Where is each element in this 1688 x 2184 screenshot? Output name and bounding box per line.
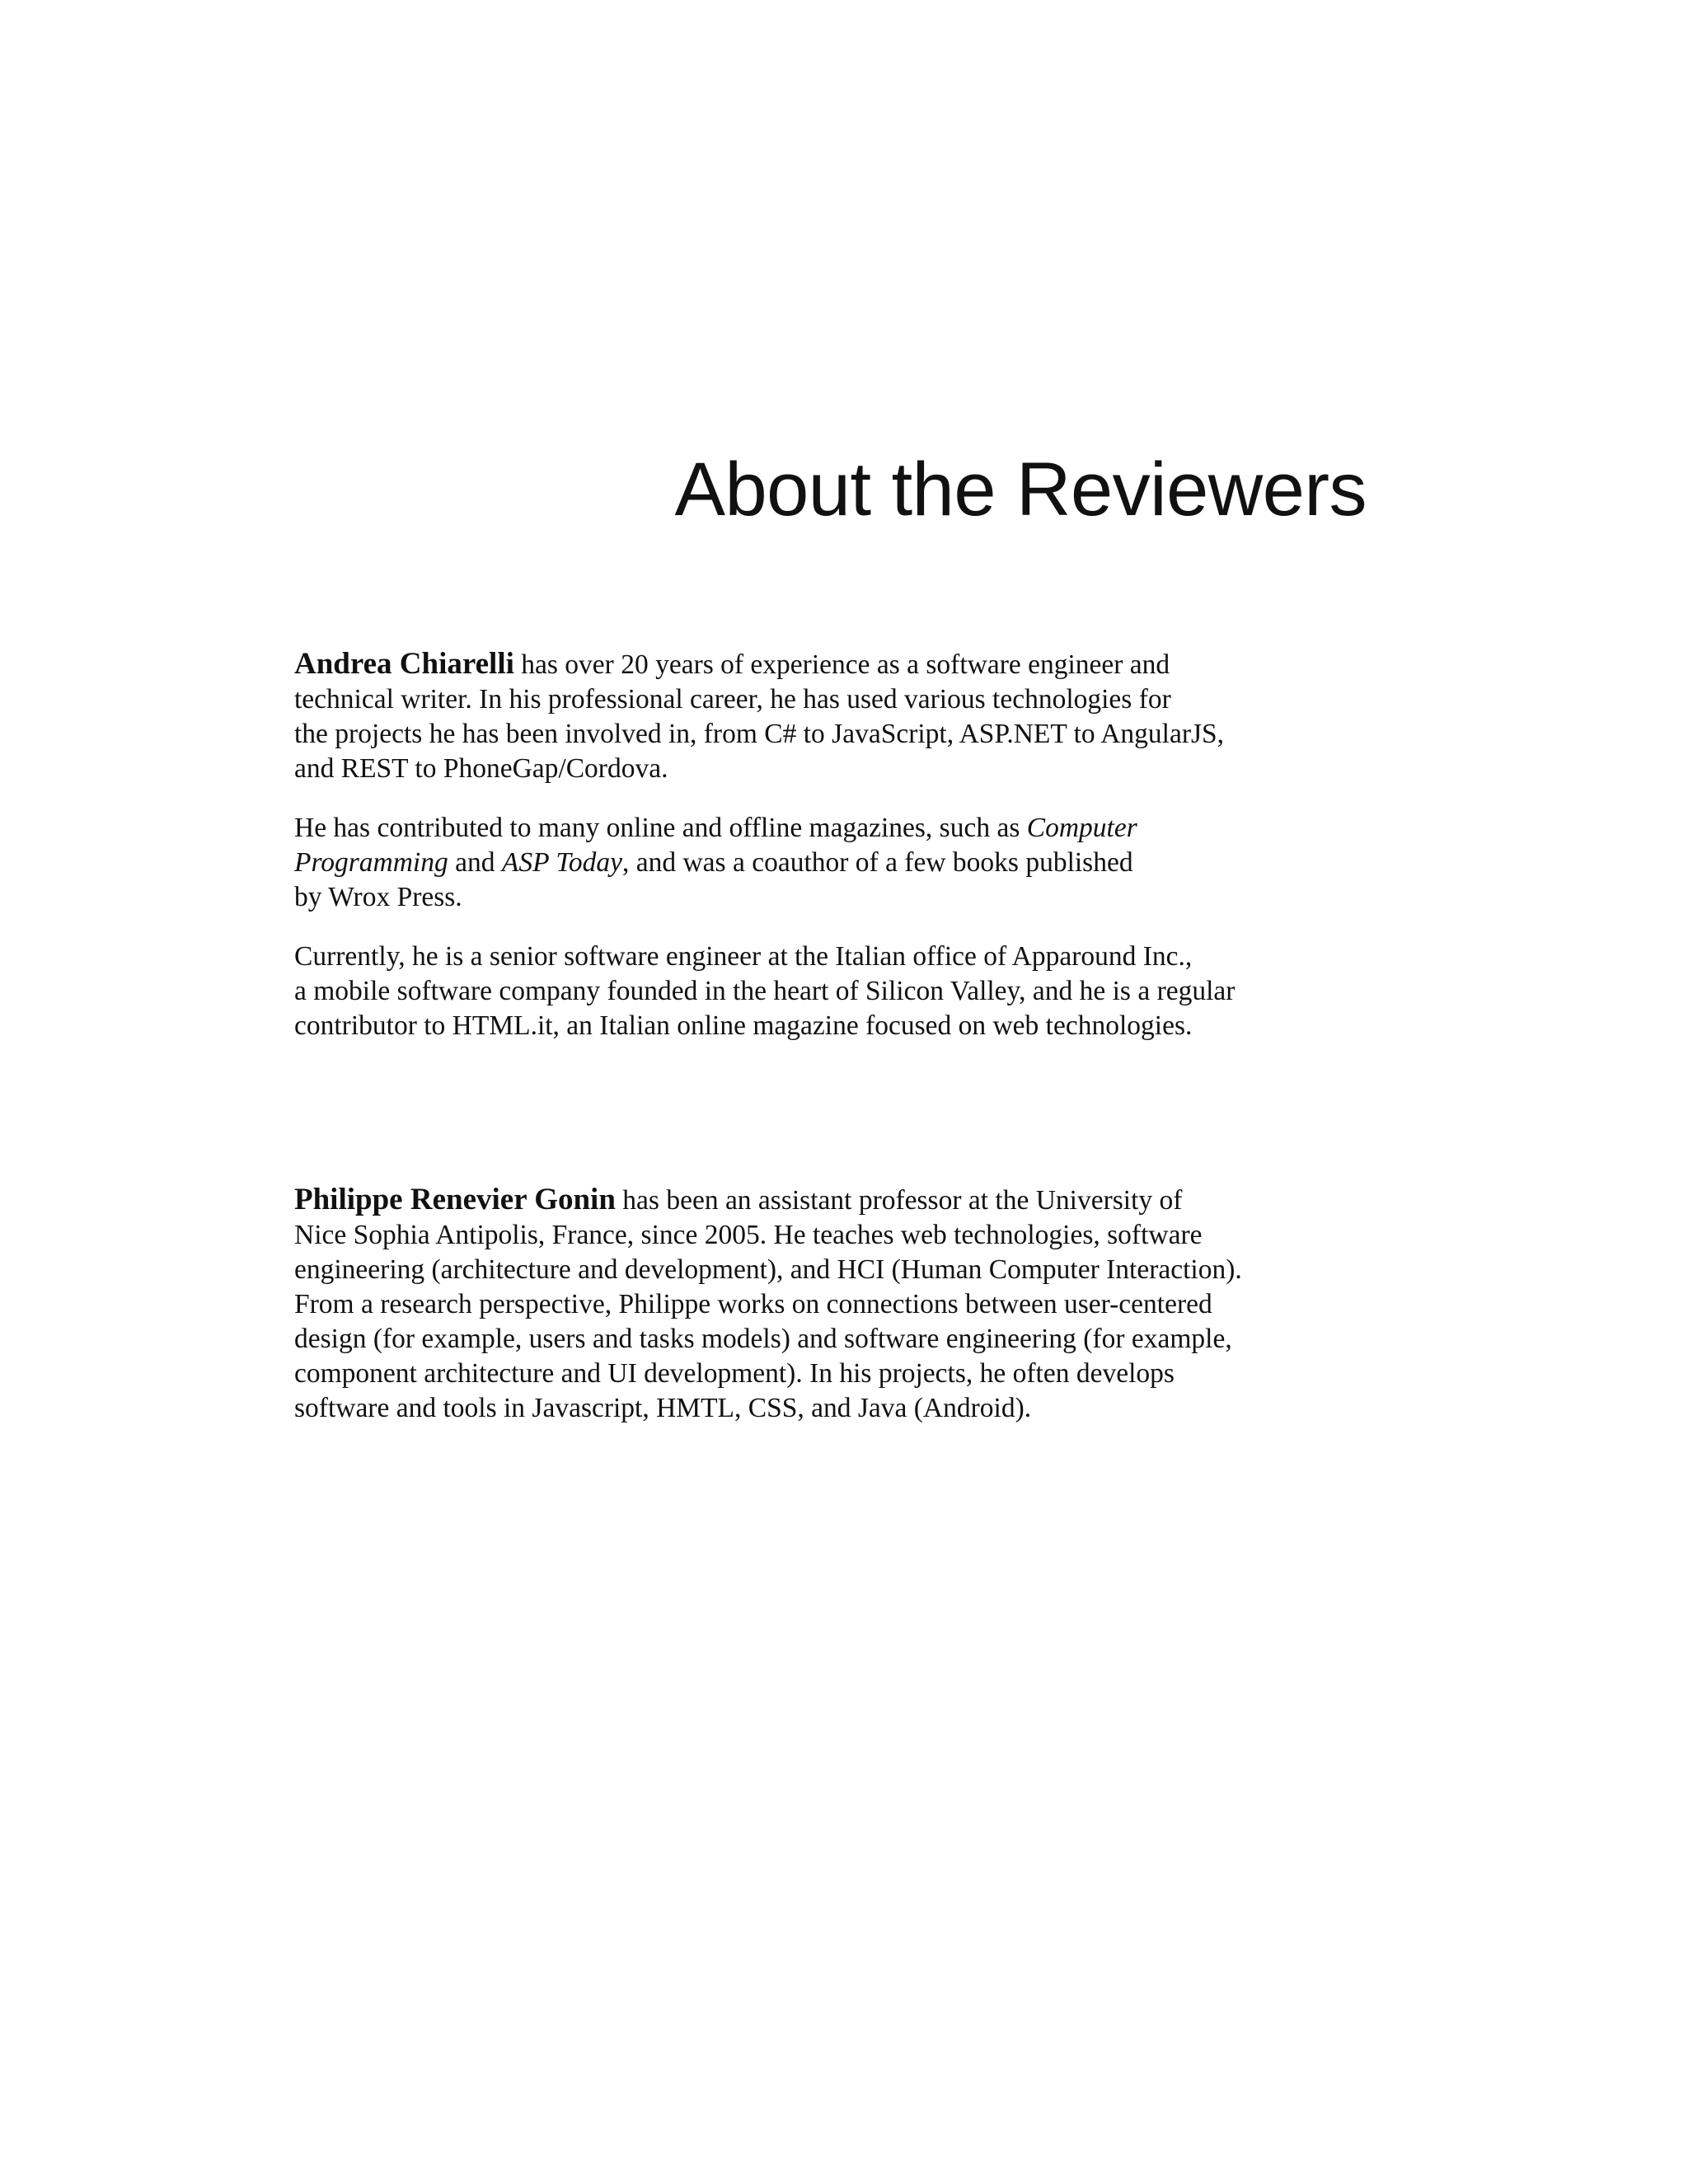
bio-line: contributor to HTML.it, an Italian online magazine focused on web technologies. <box>294 1010 1193 1041</box>
bio-line: Currently, he is a senior software engineer at the Italian office of Apparound Inc., <box>294 941 1193 972</box>
bio-paragraph <box>294 1183 1382 1426</box>
reviewer-bio-andrea-chiarelli <box>294 647 1382 1068</box>
magazine-title: Programming <box>294 847 448 878</box>
bio-line: From a research perspective, Philippe works on connections between user-centered <box>294 1289 1212 1319</box>
bio-paragraph <box>294 647 1382 786</box>
bio-line: a mobile software company founded in the heart of Silicon Valley, and he is a regular <box>294 976 1236 1006</box>
bio-line: software and tools in Javascript, HMTL, CSS, and Java (Android). <box>294 1393 1032 1423</box>
bio-line: engineering (architecture and development), and HCI (Human Computer Interaction). <box>294 1254 1242 1285</box>
bio-line: technical writer. In his professional career, he has used various technologies for <box>294 684 1171 715</box>
bio-line: and REST to PhoneGap/Cordova. <box>294 753 668 784</box>
bio-line: Philippe Renevier Gonin has been an assistant professor at the University of <box>294 1183 1183 1216</box>
bio-paragraph <box>294 811 1382 915</box>
reviewer-name: Philippe Renevier Gonin <box>294 1183 616 1216</box>
bio-line: design (for example, users and tasks models) and software engineering (for example, <box>294 1324 1232 1354</box>
reviewer-name: Andrea Chiarelli <box>294 647 514 681</box>
bio-line: Andrea Chiarelli has over 20 years of experience as a software engineer and <box>294 647 1170 681</box>
bio-line: by Wrox Press. <box>294 882 462 912</box>
bio-paragraph <box>294 940 1382 1043</box>
bio-line: Nice Sophia Antipolis, France, since 2005. He teaches web technologies, software <box>294 1220 1203 1250</box>
bio-line: component architecture and UI development). In his projects, he often develops <box>294 1358 1175 1389</box>
bio-line: the projects he has been involved in, from C# to JavaScript, ASP.NET to AngularJS, <box>294 719 1225 749</box>
page-title: About the Reviewers <box>674 448 1367 532</box>
bio-line: He has contributed to many online and offline magazines, such as Computer <box>294 813 1137 843</box>
magazine-title: Computer <box>1026 813 1137 843</box>
bio-line: Programming and ASP Today, and was a coauthor of a few books published <box>294 847 1133 878</box>
reviewer-bio-philippe-renevier-gonin <box>294 1183 1382 1451</box>
magazine-title: ASP Today <box>501 847 622 878</box>
